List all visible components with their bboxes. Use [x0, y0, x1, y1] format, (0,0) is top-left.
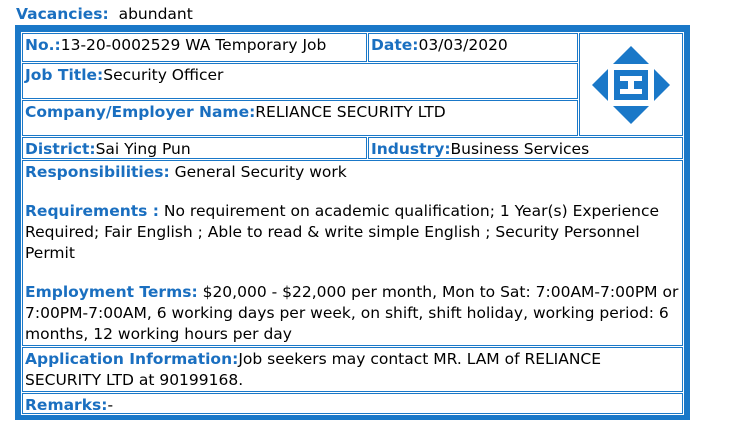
- date-value: 03/03/2020: [418, 36, 508, 54]
- requirements-section: [25, 201, 682, 264]
- remarks-cell: [22, 393, 683, 414]
- date-cell: [368, 33, 578, 62]
- remarks-label: Remarks:: [25, 396, 108, 414]
- date-label: Date:: [371, 36, 419, 54]
- job-number-cell: [22, 33, 367, 62]
- industry-label: Industry:: [371, 140, 451, 158]
- application-value: Job seekers may contact MR. LAM of RELIANCE SECURITY LTD at 90199168.: [25, 350, 602, 389]
- district-label: District:: [25, 140, 96, 158]
- industry-cell: [368, 137, 683, 159]
- application-label: Application Information:: [25, 350, 239, 368]
- company-label: Company/Employer Name:: [25, 103, 256, 121]
- job-listing-table: [15, 25, 690, 420]
- vacancies-line: [16, 4, 193, 24]
- logo-cell: [579, 33, 683, 136]
- job-number-label: No.:: [25, 36, 61, 54]
- responsibilities-value: General Security work: [169, 163, 347, 181]
- job-title-cell: [22, 63, 578, 99]
- job-title-label: Job Title:: [25, 66, 104, 84]
- industry-value: Business Services: [450, 140, 590, 158]
- remarks-value: -: [107, 396, 114, 414]
- details-cell: [22, 160, 683, 346]
- district-value: Sai Ying Pun: [95, 140, 191, 158]
- vacancies-label: Vacancies:: [16, 5, 109, 23]
- responsibilities-section: [25, 162, 682, 183]
- employment-terms-section: [25, 282, 682, 345]
- employment-terms-label: Employment Terms:: [25, 283, 198, 301]
- application-cell: [22, 347, 683, 392]
- requirements-value: No requirement on academic qualification; 1 Year(s) Experience Required; Fair English ; Able to read & write simple English ; Security Personnel Permit: [25, 202, 660, 262]
- company-value: RELIANCE SECURITY LTD: [255, 103, 446, 121]
- district-cell: [22, 137, 367, 159]
- requirements-label: Requirements :: [25, 202, 159, 220]
- responsibilities-label: Responsibilities:: [25, 163, 170, 181]
- employment-terms-value: $20,000 - $22,000 per month, Mon to Sat: 7:00AM-7:00PM or 7:00PM-7:00AM, 6 working days per week, on shift, shift holiday, working period: 6 months, 12 working hours per day: [25, 283, 679, 343]
- vacancies-value: abundant: [118, 5, 193, 23]
- job-title-value: Security Officer: [103, 66, 224, 84]
- company-cell: [22, 100, 578, 136]
- job-number-value: 13-20-0002529 WA Temporary Job: [60, 36, 327, 54]
- employer-logo-icon: [590, 44, 672, 126]
